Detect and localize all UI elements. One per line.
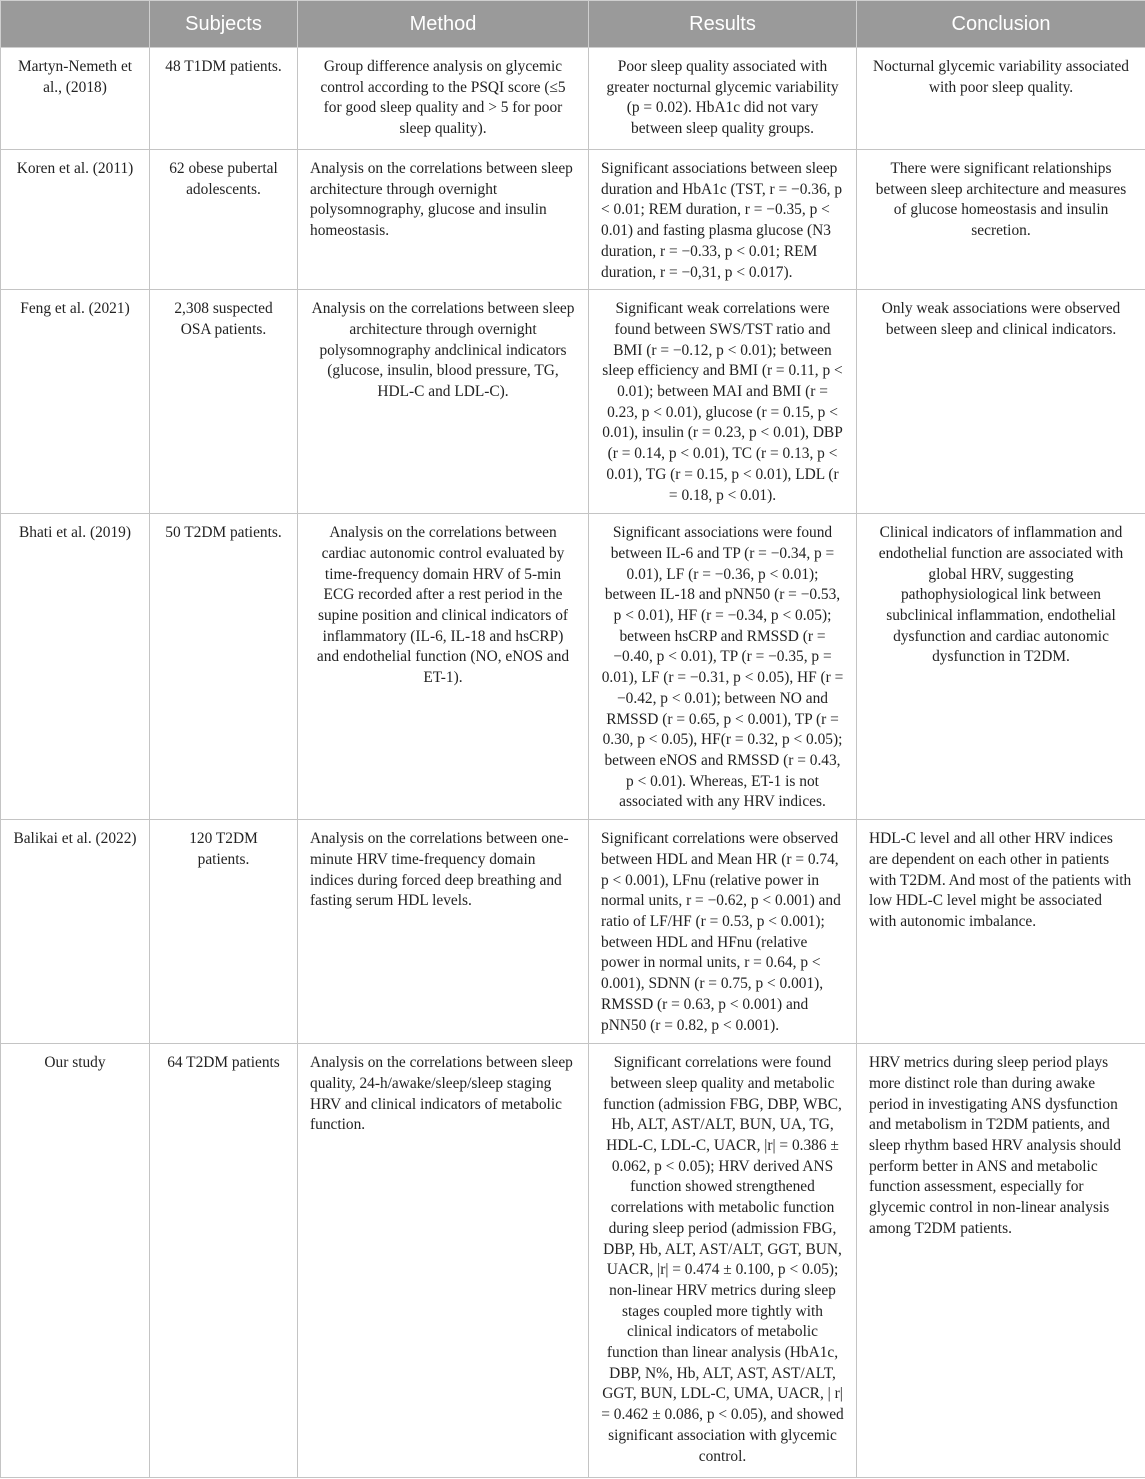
results-cell: Significant correlations were observed between HDL and Mean HR (r = 0.74, p < 0.001), LFnu (relative power in normal units, r = −0.62, p < 0.001) and ratio of LF/HF (r = 0.53, p < 0.001); between HDL and HFnu (relative power in normal units, r = 0.64, p < 0.001), SDNN (r = 0.75, p < 0.001), RMSSD (r = 0.63, p < 0.001) and pNN50 (r = 0.82, p < 0.001).	[589, 820, 857, 1044]
header-row	[1, 1, 1145, 48]
conclusion-cell: HRV metrics during sleep period plays more distinct role than during awake period in investigating ANS dysfunction and metabolism in T2DM patients, and sleep rhythm based HRV analysis should perform better in ANS and metabolic function assessment, especially for glycemic control in non-linear analysis among T2DM patients.	[857, 1044, 1145, 1478]
table-header	[1, 1, 1145, 48]
table-row	[1, 1044, 1145, 1478]
study-cell: Koren et al. (2011)	[1, 150, 150, 290]
conclusion-cell: Clinical indicators of inflammation and endothelial function are associated with global HRV, suggesting pathophysiological link between subclinical inflammation, endothelial dysfunction and cardiac autonomic dysfunction in T2DM.	[857, 514, 1145, 820]
study-cell: Our study	[1, 1044, 150, 1478]
header-method: Method	[298, 1, 589, 48]
header-study	[1, 1, 150, 48]
table-row	[1, 290, 1145, 514]
results-cell: Significant weak correlations were found between SWS/TST ratio and BMI (r = −0.12, p < 0.01); between sleep efficiency and BMI (r = 0.11, p < 0.01); between MAI and BMI (r = 0.23, p < 0.01), glucose (r = 0.15, p < 0.01), insulin (r = 0.23, p < 0.01), DBP (r = 0.14, p < 0.01), TC (r = 0.13, p < 0.01), TG (r = 0.15, p < 0.01), LDL (r = 0.18, p < 0.01).	[589, 290, 857, 514]
conclusion-cell: Only weak associations were observed between sleep and clinical indicators.	[857, 290, 1145, 514]
subjects-cell: 50 T2DM patients.	[150, 514, 298, 820]
study-cell: Bhati et al. (2019)	[1, 514, 150, 820]
header-results: Results	[589, 1, 857, 48]
subjects-cell: 120 T2DM patients.	[150, 820, 298, 1044]
header-subjects: Subjects	[150, 1, 298, 48]
header-conclusion: Conclusion	[857, 1, 1145, 48]
method-cell: Group difference analysis on glycemic control according to the PSQI score (≤5 for good sleep quality and > 5 for poor sleep quality).	[298, 48, 589, 150]
table-row	[1, 150, 1145, 290]
study-cell: Balikai et al. (2022)	[1, 820, 150, 1044]
conclusion-cell: HDL-C level and all other HRV indices are dependent on each other in patients with T2DM. And most of the patients with low HDL-C level might be associated with autonomic imbalance.	[857, 820, 1145, 1044]
table-row	[1, 48, 1145, 150]
method-cell: Analysis on the correlations between cardiac autonomic control evaluated by time-frequency domain HRV of 5-min ECG recorded after a rest period in the supine position and clinical indicators of inflammatory (IL-6, IL-18 and hsCRP) and endothelial function (NO, eNOS and ET-1).	[298, 514, 589, 820]
subjects-cell: 62 obese pubertal adolescents.	[150, 150, 298, 290]
conclusion-cell: There were significant relationships between sleep architecture and measures of glucose homeostasis and insulin secretion.	[857, 150, 1145, 290]
table-row	[1, 514, 1145, 820]
results-cell: Significant associations between sleep duration and HbA1c (TST, r = −0.36, p < 0.01; REM duration, r = −0.35, p < 0.01) and fasting plasma glucose (N3 duration, r = −0.33, p < 0.01; REM duration, r = −0,31, p < 0.017).	[589, 150, 857, 290]
subjects-cell: 2,308 suspected OSA patients.	[150, 290, 298, 514]
study-cell: Martyn-Nemeth et al., (2018)	[1, 48, 150, 150]
method-cell: Analysis on the correlations between one-minute HRV time-frequency domain indices during forced deep breathing and fasting serum HDL levels.	[298, 820, 589, 1044]
method-cell: Analysis on the correlations between sleep architecture through overnight polysomnography, glucose and insulin homeostasis.	[298, 150, 589, 290]
table-row	[1, 820, 1145, 1044]
method-cell: Analysis on the correlations between sleep quality, 24-h/awake/sleep/sleep staging HRV and clinical indicators of metabolic function.	[298, 1044, 589, 1478]
table-body	[1, 48, 1145, 1478]
subjects-cell: 64 T2DM patients	[150, 1044, 298, 1478]
method-cell: Analysis on the correlations between sleep architecture through overnight polysomnography andclinical indicators (glucose, insulin, blood pressure, TG, HDL-C and LDL-C).	[298, 290, 589, 514]
results-cell: Significant associations were found between IL-6 and TP (r = −0.34, p = 0.01), LF (r = −0.36, p < 0.01); between IL-18 and pNN50 (r = −0.53, p < 0.01), HF (r = −0.34, p < 0.05); between hsCRP and RMSSD (r = −0.40, p < 0.01), TP (r = −0.35, p = 0.01), LF (r = −0.31, p < 0.05), HF (r = −0.42, p < 0.01); between NO and RMSSD (r = 0.65, p < 0.001), TP (r = 0.30, p < 0.05), HF(r = 0.32, p < 0.05); between eNOS and RMSSD (r = 0.43, p < 0.01). Whereas, ET-1 is not associated with any HRV indices.	[589, 514, 857, 820]
conclusion-cell: Nocturnal glycemic variability associated with poor sleep quality.	[857, 48, 1145, 150]
subjects-cell: 48 T1DM patients.	[150, 48, 298, 150]
results-cell: Significant correlations were found between sleep quality and metabolic function (admission FBG, DBP, WBC, Hb, ALT, AST/ALT, BUN, UA, TG, HDL-C, LDL-C, UACR, |r| = 0.386 ± 0.062, p < 0.05); HRV derived ANS function showed strengthened correlations with metabolic function during sleep period (admission FBG, DBP, Hb, ALT, AST/ALT, GGT, BUN, UACR, |r| = 0.474 ± 0.100, p < 0.05); non-linear HRV metrics during sleep stages coupled more tightly with clinical indicators of metabolic function than linear analysis (HbA1c, DBP, N%, Hb, ALT, AST, AST/ALT, GGT, BUN, LDL-C, UMA, UACR, | r| = 0.462 ± 0.086, p < 0.05), and showed significant association with glycemic control.	[589, 1044, 857, 1478]
study-cell: Feng et al. (2021)	[1, 290, 150, 514]
results-cell: Poor sleep quality associated with greater nocturnal glycemic variability (p = 0.02). HbA1c did not vary between sleep quality groups.	[589, 48, 857, 150]
